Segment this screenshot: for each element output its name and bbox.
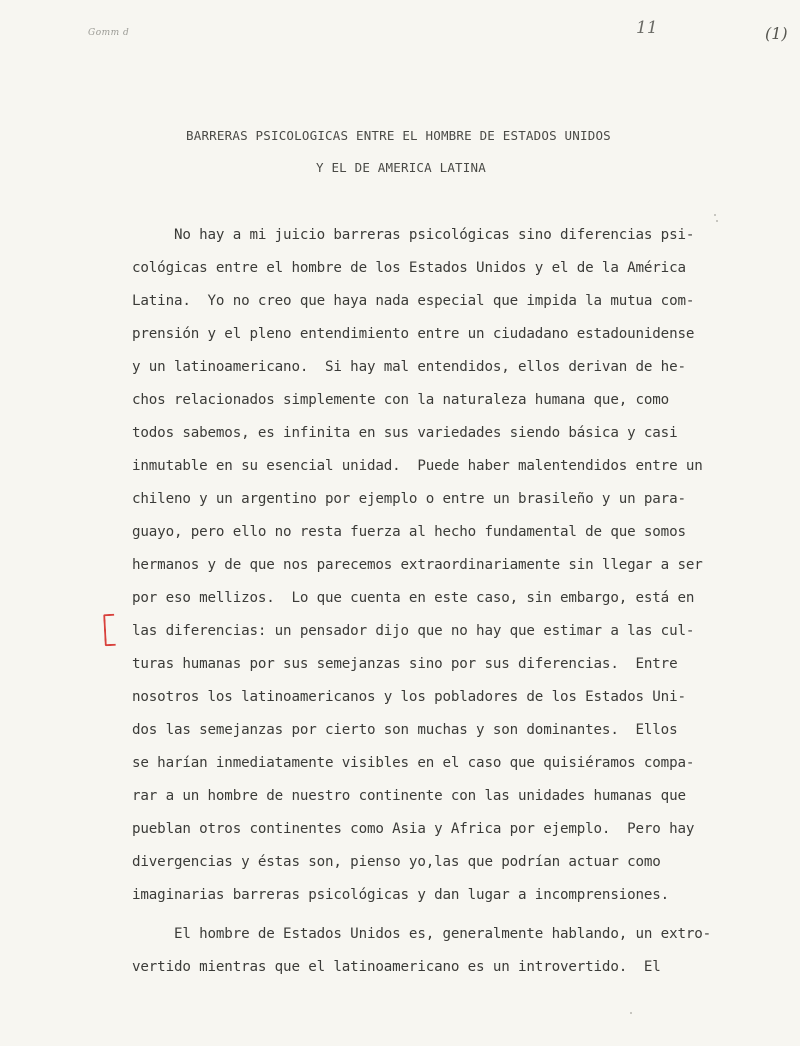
text-line: prensión y el pleno entendimiento entre un ciudadano estadounidense: [132, 326, 695, 342]
text-line: turas humanas por sus semejanzas sino por sus diferencias. Entre: [132, 656, 678, 672]
text-line: por eso mellizos. Lo que cuenta en este caso, sin embargo, está en: [132, 590, 695, 606]
title-line-2: Y EL DE AMERICA LATINA: [316, 160, 486, 175]
title-line-1: BARRERAS PSICOLOGICAS ENTRE EL HOMBRE DE ESTADOS UNIDOS: [186, 128, 611, 143]
text-line: dos las semejanzas por cierto son muchas y son dominantes. Ellos: [132, 722, 678, 738]
text-line: chileno y un argentino por ejemplo o entre un brasileño y un para-: [132, 491, 686, 507]
text-line: y un latinoamericano. Si hay mal entendidos, ellos derivan de he-: [132, 359, 686, 375]
text-line: El hombre de Estados Unidos es, generalmente hablando, un extro-: [132, 926, 712, 942]
text-line: guayo, pero ello no resta fuerza al hecho fundamental de que somos: [132, 524, 686, 540]
text-line: hermanos y de que nos parecemos extraordinariamente sin llegar a ser: [132, 557, 703, 573]
text-line: chos relacionados simplemente con la naturaleza humana que, como: [132, 392, 670, 408]
text-line: nosotros los latinoamericanos y los pobladores de los Estados Uni-: [132, 689, 686, 705]
folio-number: 11: [636, 18, 658, 38]
text-line: vertido mientras que el latinoamericano es un introvertido. El: [132, 959, 661, 975]
text-line: imaginarias barreras psicológicas y dan lugar a incomprensiones.: [132, 887, 670, 903]
text-line: rar a un hombre de nuestro continente con las unidades humanas que: [132, 788, 686, 804]
paper-speck: [630, 1012, 632, 1014]
text-line: Latina. Yo no creo que haya nada especial que impida la mutua com-: [132, 293, 695, 309]
text-line: cológicas entre el hombre de los Estados Unidos y el de la América: [132, 260, 686, 276]
pencil-annotation: Gomm d: [88, 28, 130, 38]
paper-speck: [716, 220, 718, 222]
text-line: las diferencias: un pensador dijo que no hay que estimar a las cul-: [132, 623, 695, 639]
text-line: pueblan otros continentes como Asia y Africa por ejemplo. Pero hay: [132, 821, 695, 837]
text-line: divergencias y éstas son, pienso yo,las que podrían actuar como: [132, 854, 661, 870]
text-line: se harían inmediatamente visibles en el caso que quisiéramos compa-: [132, 755, 695, 771]
text-line: inmutable en su esencial unidad. Puede haber malentendidos entre un: [132, 458, 703, 474]
text-line: todos sabemos, es infinita en sus variedades siendo básica y casi: [132, 425, 678, 441]
paper-speck: [714, 214, 716, 216]
text-line: No hay a mi juicio barreras psicológicas sino diferencias psi-: [132, 227, 695, 243]
red-margin-bracket: [103, 614, 116, 647]
page-number: (1): [765, 24, 788, 43]
